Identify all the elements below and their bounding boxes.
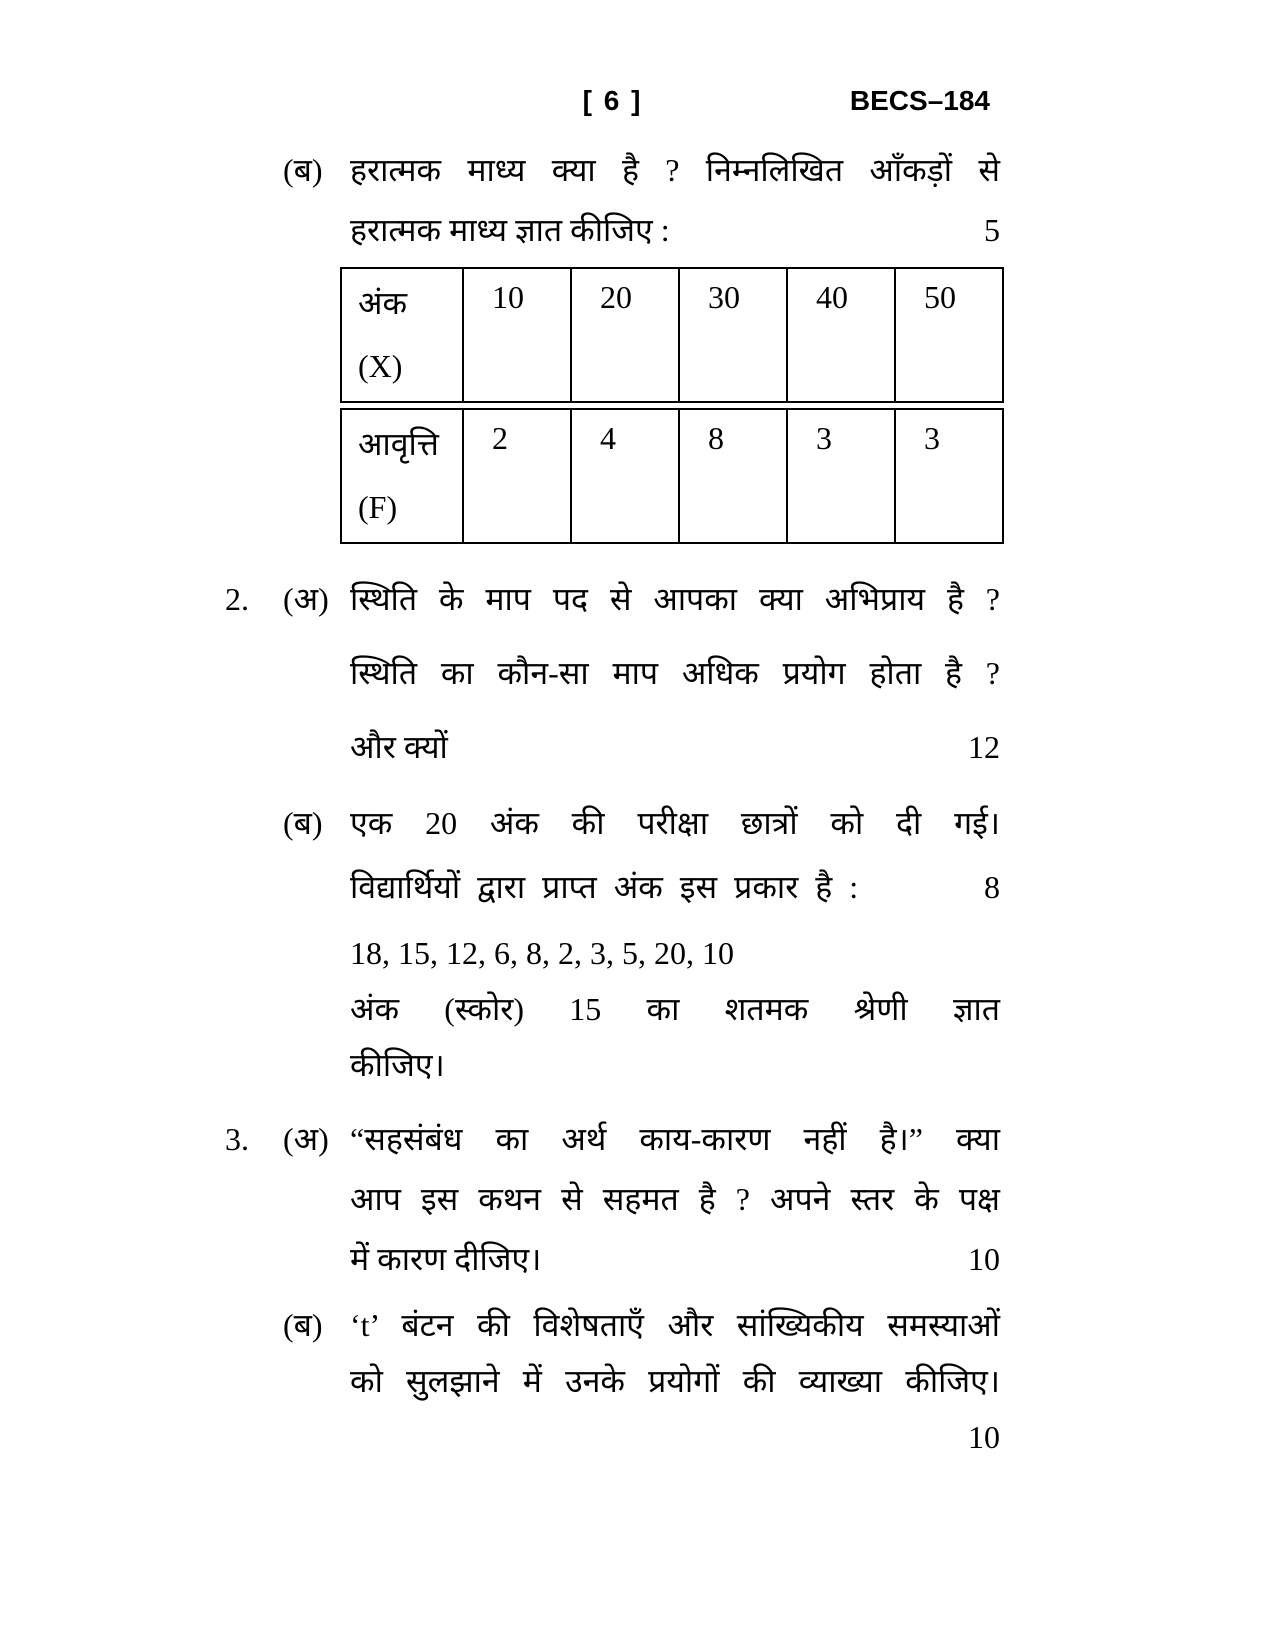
page-number: [ 6 ]	[582, 85, 643, 116]
question-2b-body	[350, 800, 1000, 1088]
row-f-value-4: 3	[787, 409, 895, 543]
page-header	[225, 85, 1000, 121]
question-2a-marks: 12	[968, 729, 1000, 765]
row-f-value-1: 2	[463, 409, 571, 543]
question-2b-label: (ब)	[283, 805, 323, 841]
question-2-number: 2.	[225, 581, 249, 617]
question-2b-line1: एक 20 अंक की परीक्षा छात्रों को दी गई।	[350, 805, 1000, 841]
question-3a-line2: आप इस कथन से सहमत है ? अपने स्तर के पक्ष	[350, 1181, 1000, 1217]
question-3a-marks: 10	[968, 1241, 1000, 1277]
question-1b-line2: हरात्मक माध्य ज्ञात कीजिए :	[350, 212, 670, 248]
question-2b-marks: 8	[984, 869, 1000, 905]
row-f-value-5: 3	[895, 409, 1003, 543]
row-f-value-3: 8	[679, 409, 787, 543]
question-3b-line2: को सुलझाने में उनके प्रयोगों की व्याख्या कीजिए।	[350, 1363, 1000, 1399]
frequency-table	[340, 267, 1002, 544]
question-3a-line3-row	[350, 1236, 1000, 1282]
row-x-value-3: 30	[679, 268, 787, 402]
question-1b-marks: 5	[984, 212, 1000, 248]
paper-code: BECS–184	[849, 85, 990, 116]
question-1b-label: (ब)	[283, 152, 323, 188]
row-f-symbol: (F)	[358, 489, 398, 525]
question-1b-body	[350, 147, 1000, 253]
row-x-value-2: 20	[571, 268, 679, 402]
table-row	[341, 409, 1003, 543]
question-3b-line1: ‘t’ बंटन की विशेषताएँ और सांख्यिकीय समस्याओं	[350, 1307, 1000, 1343]
question-2b	[225, 800, 1000, 1088]
row-f-value-2: 4	[571, 409, 679, 543]
question-3b-body	[350, 1302, 1000, 1460]
question-3a-line1: “सहसंबंध का अर्थ काय-कारण नहीं है।” क्या	[350, 1121, 1000, 1157]
question-2b-line2-row	[350, 864, 1000, 910]
question-2a-body	[350, 576, 1000, 770]
table-row	[341, 268, 1003, 402]
row-f-title: आवृत्ति	[358, 426, 439, 462]
row-f-header-cell	[341, 409, 463, 543]
question-3a	[225, 1116, 1000, 1282]
question-3b-marks: 10	[968, 1419, 1000, 1455]
row-x-value-4: 40	[787, 268, 895, 402]
question-3-number: 3.	[225, 1121, 249, 1157]
frequency-table-row-f	[340, 408, 1004, 544]
question-2a-line1: स्थिति के माप पद से आपका क्या अभिप्राय है ?	[350, 581, 1000, 617]
question-2b-line4: अंक (स्कोर) 15 का शतमक श्रेणी ज्ञात	[350, 991, 1000, 1027]
question-3a-body	[350, 1116, 1000, 1282]
row-x-symbol: (X)	[358, 348, 403, 384]
question-1b-line1: हरात्मक माध्य क्या है ? निम्नलिखित आँकड़ों से	[350, 152, 1000, 188]
frequency-table-row-x	[340, 267, 1004, 403]
question-2a	[225, 576, 1000, 770]
question-2b-line2: विद्यार्थियों द्वारा प्राप्त अंक इस प्रकार है :	[350, 869, 859, 905]
question-2a-line3-row	[350, 724, 1000, 770]
question-2a-label: (अ)	[283, 581, 329, 617]
row-x-title: अंक	[358, 285, 408, 321]
row-x-value-5: 50	[895, 268, 1003, 402]
question-1b	[225, 147, 1000, 253]
question-2a-line3: और क्यों	[350, 729, 448, 765]
question-2a-line2: स्थिति का कौन-सा माप अधिक प्रयोग होता है ?	[350, 655, 1000, 691]
row-x-value-1: 10	[463, 268, 571, 402]
question-2b-line5: कीजिए।	[350, 1047, 445, 1083]
question-3a-label: (अ)	[283, 1121, 329, 1157]
question-3a-line3: में कारण दीजिए।	[350, 1241, 542, 1277]
question-2b-scores: 18, 15, 12, 6, 8, 2, 3, 5, 20, 10	[350, 935, 734, 971]
question-3b	[225, 1302, 1000, 1460]
question-1b-line2-row	[350, 207, 1000, 253]
question-3b-label: (ब)	[283, 1307, 323, 1343]
row-x-header-cell	[341, 268, 463, 402]
